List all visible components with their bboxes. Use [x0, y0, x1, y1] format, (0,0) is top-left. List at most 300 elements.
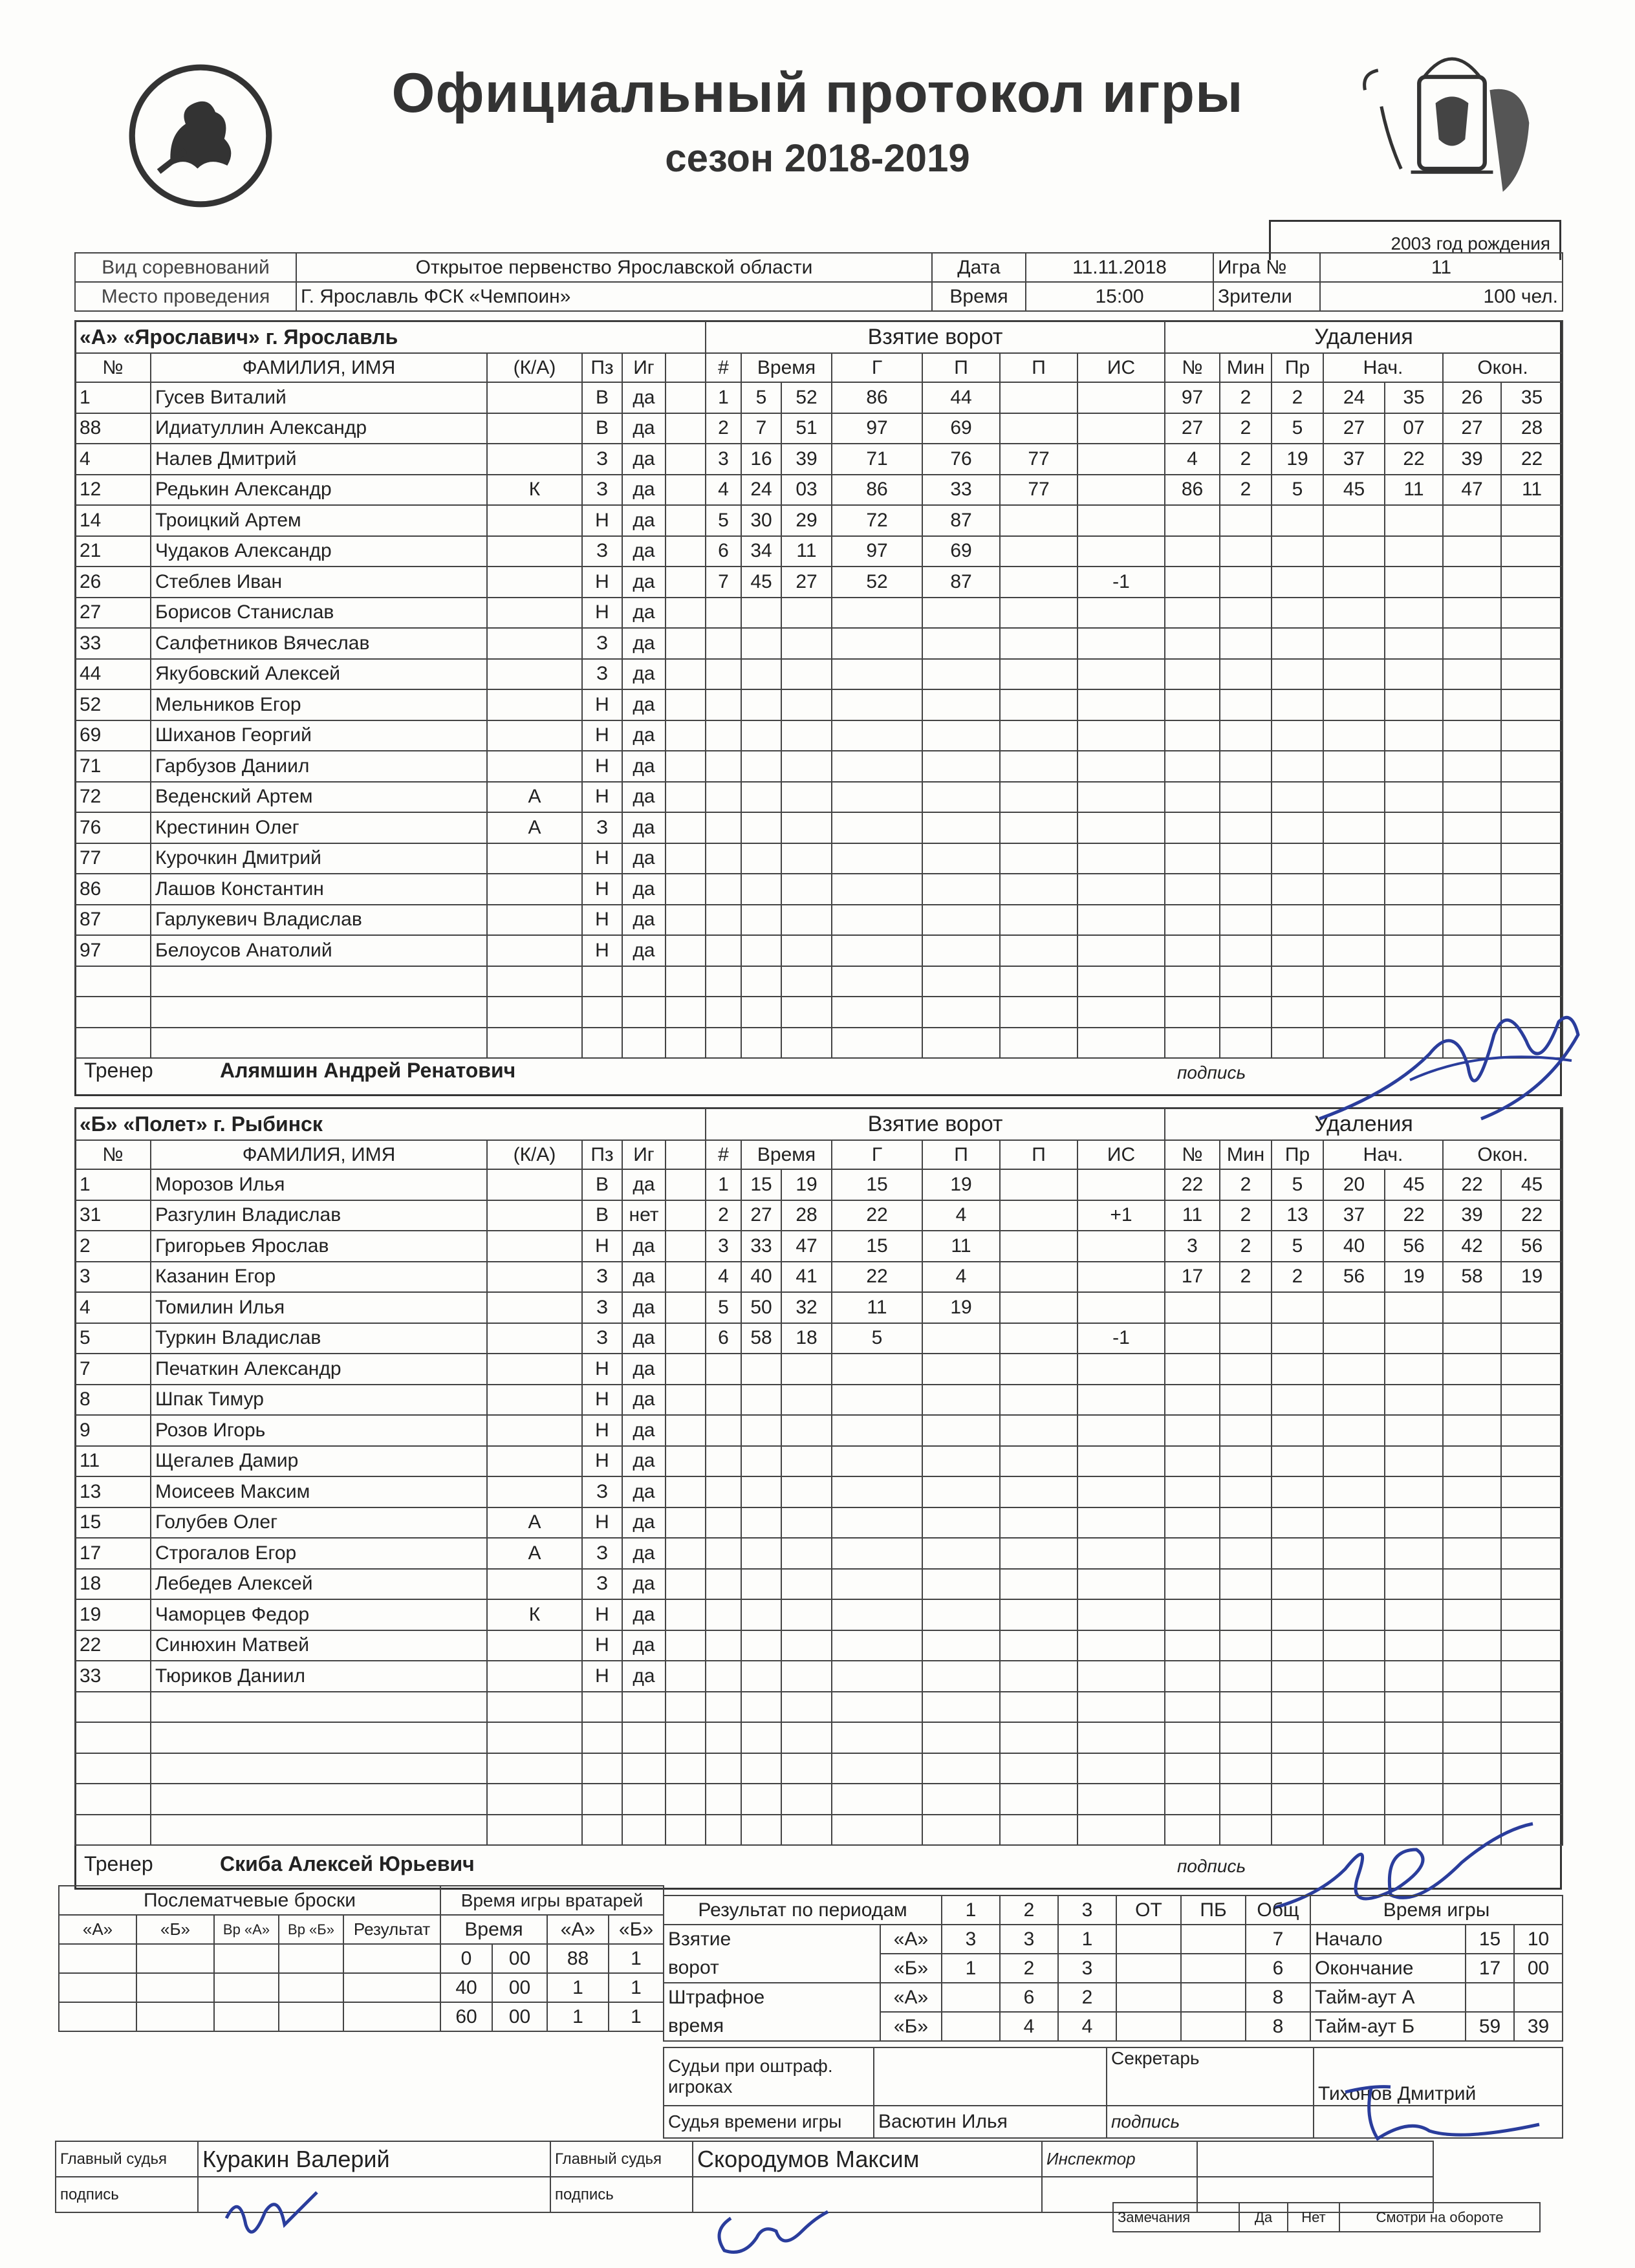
player-name: Курочкин Дмитрий	[151, 843, 487, 874]
table-row	[706, 1354, 1165, 1385]
table-row	[706, 1262, 1165, 1293]
player-name: Шиханов Георгий	[151, 720, 487, 751]
table-row	[75, 628, 706, 659]
pen-player: 86	[1165, 475, 1220, 506]
table-row	[75, 751, 706, 782]
player-role	[487, 1323, 582, 1354]
player-position: Н	[582, 598, 622, 629]
timeout-b-label: Тайм-аут Б	[1310, 2012, 1466, 2041]
table-row	[1165, 1200, 1563, 1231]
player-name: Строгалов Егор	[151, 1538, 487, 1569]
goal-assist1: 87	[922, 567, 1000, 598]
table-row	[1165, 935, 1563, 966]
player-position: В	[582, 1169, 622, 1200]
player-role	[487, 444, 582, 475]
end-label: Окончание	[1310, 1954, 1466, 1983]
table-row	[706, 874, 1165, 905]
goalie-col-time: Время	[440, 1915, 547, 1944]
cell-empty	[666, 1507, 706, 1539]
table-row	[75, 997, 706, 1028]
player-name: Веденский Артем	[151, 782, 487, 813]
player-played: да	[622, 905, 666, 936]
goal-situation: -1	[1077, 1323, 1165, 1354]
goal-situation	[1077, 1262, 1165, 1293]
table-row	[1165, 1692, 1563, 1723]
table-row	[706, 782, 1165, 813]
pen-col-num: №	[1165, 353, 1220, 382]
player-played: да	[622, 1599, 666, 1630]
player-number: 11	[75, 1446, 151, 1477]
table-row	[1165, 1538, 1563, 1569]
player-played: да	[622, 413, 666, 444]
info-table	[74, 252, 1563, 312]
table-row	[1165, 1169, 1563, 1200]
table-row	[75, 1692, 706, 1723]
pen-reason: 13	[1272, 1200, 1323, 1231]
player-role	[487, 751, 582, 782]
goals-col-time: Время	[741, 353, 832, 382]
pen-minutes: 2	[1220, 1200, 1272, 1231]
goal-assist2	[1000, 536, 1077, 567]
goal-situation	[1077, 1292, 1165, 1323]
goals-col-num: #	[706, 353, 741, 382]
goal-assist1: 11	[922, 1231, 1000, 1262]
player-number: 22	[75, 1630, 151, 1661]
venue-value: Г. Ярославль ФСК «Чемпоин»	[296, 282, 932, 311]
player-number: 5	[75, 1323, 151, 1354]
pen-start-min: 24	[1323, 382, 1385, 413]
goal-scorer: 86	[832, 382, 922, 413]
player-number: 27	[75, 598, 151, 629]
period-col: ОТ	[1116, 1895, 1181, 1925]
table-row	[75, 1292, 706, 1323]
shootout-table	[58, 1885, 441, 2032]
player-role	[487, 567, 582, 598]
goal-minute: 45	[741, 567, 781, 598]
table-row	[706, 935, 1165, 966]
shootout-col: «А»	[59, 1915, 136, 1944]
player-number: 1	[75, 382, 151, 413]
main-ref-1-signature	[213, 2179, 323, 2251]
venue-label: Место проведения	[75, 282, 296, 311]
player-name: Белоусов Анатолий	[151, 935, 487, 966]
teamA-col-ig: Иг	[622, 353, 666, 382]
end-minute: 00	[1514, 1954, 1563, 1983]
table-row	[75, 1599, 706, 1630]
period-value	[1181, 1983, 1246, 2012]
goal-scorer: 15	[832, 1169, 922, 1200]
shootout-col: «Б»	[136, 1915, 214, 1944]
player-played: да	[622, 1262, 666, 1293]
player-role	[487, 1446, 582, 1477]
goals-col-situation: ИС	[1077, 1140, 1165, 1169]
table-row	[706, 966, 1165, 997]
table-row	[1165, 628, 1563, 659]
table-row	[75, 1507, 706, 1539]
player-name: Чудаков Александр	[151, 536, 487, 567]
player-role	[487, 1262, 582, 1293]
goals-col-assist2: П	[1000, 1140, 1077, 1169]
player-role	[487, 1169, 582, 1200]
table-row	[1165, 1784, 1563, 1815]
season-subtitle: сезон 2018-2019	[665, 136, 970, 180]
player-number: 86	[75, 874, 151, 905]
player-number: 12	[75, 475, 151, 506]
player-role	[487, 382, 582, 413]
player-role	[487, 598, 582, 629]
table-row	[75, 843, 706, 874]
goalie-sec: 00	[492, 1944, 547, 1973]
goalie-a: 1	[547, 2002, 609, 2031]
cell-empty	[666, 782, 706, 813]
cell-empty	[666, 874, 706, 905]
start-hour: 15	[1466, 1925, 1514, 1954]
game-time-title: Время игры	[1310, 1895, 1563, 1925]
pen-player: 97	[1165, 382, 1220, 413]
player-name: Лебедев Алексей	[151, 1569, 487, 1600]
player-role: А	[487, 782, 582, 813]
goal-assist2: 77	[1000, 444, 1077, 475]
goals-col-time: Время	[741, 1140, 832, 1169]
player-role	[487, 874, 582, 905]
table-row	[1165, 1262, 1563, 1293]
pen-start-min: 37	[1323, 1200, 1385, 1231]
player-played: да	[622, 1507, 666, 1539]
period-col: Общ	[1246, 1895, 1310, 1925]
table-row	[75, 444, 706, 475]
goal-second: 11	[781, 536, 832, 567]
player-role	[487, 628, 582, 659]
player-played: да	[622, 1323, 666, 1354]
goal-assist2	[1000, 413, 1077, 444]
player-played: да	[622, 1415, 666, 1446]
table-row	[706, 1507, 1165, 1539]
player-name: Троицкий Артем	[151, 505, 487, 536]
table-row	[440, 2002, 664, 2031]
goal-assist2	[1000, 1169, 1077, 1200]
cell-empty	[666, 628, 706, 659]
player-number: 15	[75, 1507, 151, 1539]
player-played: да	[622, 751, 666, 782]
pen-start-min: 45	[1323, 475, 1385, 506]
competition-label: Вид соревнований	[75, 253, 296, 282]
table-row	[75, 782, 706, 813]
table-row	[75, 966, 706, 997]
player-played: да	[622, 505, 666, 536]
table-row	[1165, 444, 1563, 475]
player-role	[487, 1630, 582, 1661]
spectators-label: Зрители	[1213, 282, 1320, 311]
player-role	[487, 1354, 582, 1385]
goals-col-assist1: П	[922, 1140, 1000, 1169]
table-row	[706, 1231, 1165, 1262]
table-row	[1165, 812, 1563, 843]
table-row	[706, 1753, 1165, 1784]
table-row	[706, 1784, 1165, 1815]
player-role	[487, 1292, 582, 1323]
period-value: 6	[1000, 1983, 1058, 2012]
pen-start-sec: 22	[1385, 444, 1443, 475]
pen-col-num: №	[1165, 1140, 1220, 1169]
goal-minute: 15	[741, 1169, 781, 1200]
player-role	[487, 536, 582, 567]
goal-assist1: 19	[922, 1169, 1000, 1200]
pen-end-sec: 35	[1501, 382, 1563, 413]
goal-assist2	[1000, 1200, 1077, 1231]
timeout-b-minute: 59	[1466, 2012, 1514, 2041]
goal-scorer: 97	[832, 413, 922, 444]
cell-empty	[666, 536, 706, 567]
teamB-coach-label: Тренер	[84, 1852, 153, 1875]
pen-reason: 5	[1272, 1231, 1323, 1262]
goalie-min: 0	[440, 1944, 492, 1973]
player-played: да	[622, 935, 666, 966]
table-row	[706, 997, 1165, 1028]
table-row	[75, 1722, 706, 1753]
cell-empty	[666, 905, 706, 936]
table-row	[706, 689, 1165, 720]
goal-assist1: 19	[922, 1292, 1000, 1323]
pen-reason: 5	[1272, 475, 1323, 506]
player-role	[487, 505, 582, 536]
goal-minute: 58	[741, 1323, 781, 1354]
player-played: да	[622, 598, 666, 629]
pen-player: 27	[1165, 413, 1220, 444]
goal-minute: 27	[741, 1200, 781, 1231]
pen-player: 11	[1165, 1200, 1220, 1231]
player-number: 8	[75, 1385, 151, 1416]
pen-col-min: Мин	[1220, 353, 1272, 382]
pen-reason: 5	[1272, 413, 1323, 444]
teamA-coach-label: Тренер	[84, 1059, 153, 1082]
goalie-sec: 00	[492, 1973, 547, 2002]
cell-empty	[666, 1354, 706, 1385]
player-position: Н	[582, 935, 622, 966]
table-row	[75, 1661, 706, 1692]
player-role	[487, 659, 582, 690]
main-ref-1-label: Главный судья	[56, 2141, 198, 2177]
table-row	[1165, 598, 1563, 629]
teamB-coach-name: Скиба Алексей Юрьевич	[220, 1852, 475, 1875]
player-number: 18	[75, 1569, 151, 1600]
player-position: З	[582, 1569, 622, 1600]
player-number: 69	[75, 720, 151, 751]
cell-empty	[666, 935, 706, 966]
pen-end-sec: 45	[1501, 1169, 1563, 1200]
remarks-table	[1112, 2202, 1541, 2232]
pen-end-sec: 22	[1501, 1200, 1563, 1231]
table-row	[706, 1415, 1165, 1446]
player-number: 76	[75, 812, 151, 843]
player-position: Н	[582, 720, 622, 751]
shootout-col: Вр «А»	[214, 1915, 279, 1944]
table-row	[1165, 1292, 1563, 1323]
table-row	[706, 475, 1165, 506]
goal-second: 52	[781, 382, 832, 413]
goal-scorer: 22	[832, 1262, 922, 1293]
player-played: да	[622, 536, 666, 567]
player-role	[487, 720, 582, 751]
goal-scorer: 52	[832, 567, 922, 598]
table-row	[1165, 413, 1563, 444]
player-played: нет	[622, 1200, 666, 1231]
player-name: Голубев Олег	[151, 1507, 487, 1539]
cell-empty	[666, 567, 706, 598]
player-position: З	[582, 1262, 622, 1293]
goal-number: 5	[706, 505, 741, 536]
teamB-col-name: ФАМИЛИЯ, ИМЯ	[151, 1140, 487, 1169]
teamA-title: «А» «Ярославич» г. Ярославль	[75, 321, 706, 353]
player-name: Шпак Тимур	[151, 1385, 487, 1416]
player-name: Григорьев Ярослав	[151, 1231, 487, 1262]
date-label: Дата	[932, 253, 1026, 282]
player-position: З	[582, 1476, 622, 1507]
player-role	[487, 843, 582, 874]
cell-empty	[666, 1476, 706, 1507]
pen-start-sec: 35	[1385, 382, 1443, 413]
player-role: К	[487, 475, 582, 506]
start-label: Начало	[1310, 1925, 1466, 1954]
table-row	[1165, 751, 1563, 782]
player-name: Морозов Илья	[151, 1169, 487, 1200]
player-name: Лашов Константин	[151, 874, 487, 905]
teamB-col-num: №	[75, 1140, 151, 1169]
pen-reason: 19	[1272, 444, 1323, 475]
pen-end-sec: 19	[1501, 1262, 1563, 1293]
cell-empty	[666, 1292, 706, 1323]
goal-situation	[1077, 382, 1165, 413]
table-row	[706, 905, 1165, 936]
goal-situation	[1077, 536, 1165, 567]
teamA-col-num: №	[75, 353, 151, 382]
pen-col-reason: Пр	[1272, 1140, 1323, 1169]
goal-scorer: 11	[832, 1292, 922, 1323]
cell-empty	[666, 812, 706, 843]
timeout-b-second: 39	[1514, 2012, 1563, 2041]
table-row	[1165, 536, 1563, 567]
player-name: Туркин Владислав	[151, 1323, 487, 1354]
player-played: да	[622, 1569, 666, 1600]
goal-number: 2	[706, 1200, 741, 1231]
player-number: 52	[75, 689, 151, 720]
pen-start-min: 40	[1323, 1231, 1385, 1262]
player-position: З	[582, 444, 622, 475]
player-played: да	[622, 475, 666, 506]
cell-empty	[666, 1599, 706, 1630]
table-row	[75, 1231, 706, 1262]
pen-col-reason: Пр	[1272, 353, 1323, 382]
cell-empty	[666, 843, 706, 874]
player-role: К	[487, 1599, 582, 1630]
table-row	[706, 751, 1165, 782]
player-position: Н	[582, 505, 622, 536]
player-position: Н	[582, 1385, 622, 1416]
table-row	[1165, 505, 1563, 536]
date-value: 11.11.2018	[1026, 253, 1213, 282]
main-ref-1-name: Куракин Валерий	[198, 2141, 550, 2177]
goals-label-1: Взятие	[664, 1925, 880, 1954]
goal-minute: 30	[741, 505, 781, 536]
player-name: Идиатуллин Александр	[151, 413, 487, 444]
period-value: 8	[1246, 2012, 1310, 2041]
table-row	[706, 1569, 1165, 1600]
cell-empty	[666, 1200, 706, 1231]
main-ref-2-label: Главный судья	[550, 2141, 693, 2177]
table-row	[1165, 966, 1563, 997]
teamA-col-ka: (К/А)	[487, 353, 582, 382]
goal-second: 47	[781, 1231, 832, 1262]
pen-start-sec: 56	[1385, 1231, 1443, 1262]
pen-col-end: Окон.	[1443, 1140, 1563, 1169]
goal-second: 39	[781, 444, 832, 475]
table-row	[75, 536, 706, 567]
goal-assist1: 76	[922, 444, 1000, 475]
table-row	[1165, 1231, 1563, 1262]
table-row	[440, 1973, 664, 2002]
spectators-value: 100 чел.	[1320, 282, 1563, 311]
teamA-col-pz: Пз	[582, 353, 622, 382]
cell-empty	[666, 689, 706, 720]
player-number: 9	[75, 1415, 151, 1446]
period-value	[1116, 1983, 1181, 2012]
pen-minutes: 2	[1220, 475, 1272, 506]
player-role	[487, 413, 582, 444]
teamB-sign-label: подпись	[1177, 1856, 1246, 1876]
player-position: Н	[582, 1507, 622, 1539]
pen-end-min: 27	[1443, 413, 1501, 444]
cell-empty	[666, 1569, 706, 1600]
goal-minute: 50	[741, 1292, 781, 1323]
goal-situation	[1077, 475, 1165, 506]
period-value	[1116, 2012, 1181, 2041]
table-row	[75, 567, 706, 598]
shootout-col: Вр «Б»	[279, 1915, 343, 1944]
player-number: 72	[75, 782, 151, 813]
period-col: 1	[942, 1895, 1000, 1925]
time-label: Время	[932, 282, 1026, 311]
player-role	[487, 1415, 582, 1446]
pen-end-min: 26	[1443, 382, 1501, 413]
goal-number: 5	[706, 1292, 741, 1323]
period-team: «А»	[880, 1925, 942, 1954]
pen-minutes: 2	[1220, 444, 1272, 475]
table-row	[75, 1323, 706, 1354]
competition-value: Открытое первенство Ярославской области	[296, 253, 932, 282]
table-row	[1165, 1630, 1563, 1661]
table-row	[706, 843, 1165, 874]
table-row	[706, 812, 1165, 843]
player-played: да	[622, 567, 666, 598]
table-row	[75, 1028, 706, 1059]
table-row	[75, 413, 706, 444]
goalie-col-a: «А»	[547, 1915, 609, 1944]
table-row	[75, 1569, 706, 1600]
player-played: да	[622, 812, 666, 843]
pen-start-sec: 22	[1385, 1200, 1443, 1231]
goals-col-scorer: Г	[832, 1140, 922, 1169]
player-position: Н	[582, 1446, 622, 1477]
cell-empty	[666, 444, 706, 475]
player-played: да	[622, 1169, 666, 1200]
table-row	[75, 1784, 706, 1815]
period-col: 3	[1058, 1895, 1116, 1925]
table-row	[664, 1925, 1310, 1954]
player-played: да	[622, 628, 666, 659]
table-row	[706, 382, 1165, 413]
cell-empty	[666, 475, 706, 506]
player-name: Тюриков Даниил	[151, 1661, 487, 1692]
table-row	[706, 1323, 1165, 1354]
